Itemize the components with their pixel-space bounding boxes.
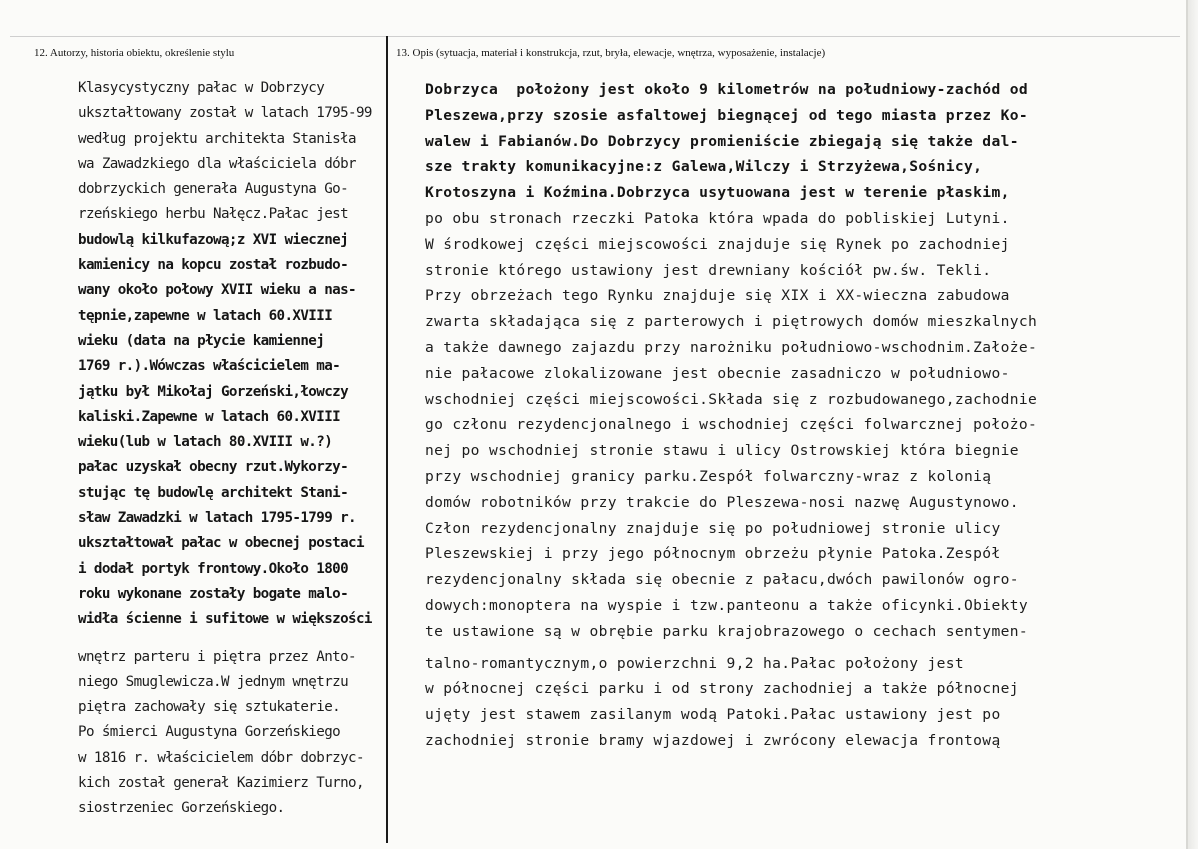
section12-line: ukształtowany został w latach 1795-99: [78, 105, 372, 122]
section-13-text: [425, 77, 1037, 754]
section13-line: go członu rezydencjonalnego i wschodniej części folwarcznej położo-: [425, 416, 1038, 434]
section12-line: niego Smuglewicza.W jednym wnętrzu: [78, 673, 349, 690]
section12-line: sław Zawadzki w latach 1795-1799 r.: [78, 510, 356, 527]
section13-line: Dobrzyca położony jest około 9 kilometrów na południowy-zachód od: [425, 81, 1028, 98]
section13-line: w północnej części parku i od strony zachodniej a także północnej: [425, 680, 1019, 698]
section-12-heading: 12. Autorzy, historia obiektu, określenie stylu: [34, 47, 235, 59]
section12-line: tępnie,zapewne w latach 60.XVIII: [78, 307, 333, 324]
section12-line: kamienicy na kopcu został rozbudo-: [78, 257, 349, 274]
section13-line: talno-romantycznym,o powierzchni 9,2 ha.Pałac położony jest: [425, 654, 965, 672]
section13-line: nej po wschodniej stronie stawu i ulicy Ostrowskiej która biegnie: [425, 442, 1019, 460]
section13-line: dowych:monoptera na wyspie i tzw.panteonu a także oficynki.Obiekty: [425, 596, 1028, 614]
section13-line: Pleszewskiej i przy jego północnym obrzeżu płynie Patoka.Zespół: [425, 545, 1001, 563]
section13-line: zwarta składająca się z parterowych i piętrowych domów mieszkalnych: [425, 313, 1038, 331]
section13-line: W środkowej części miejscowości znajduje się Rynek po zachodniej: [425, 235, 1010, 253]
section12-line: i dodał portyk frontowy.Około 1800: [78, 560, 349, 577]
section12-line: pałac uzyskał obecny rzut.Wykorzy-: [78, 459, 349, 476]
section12-line: w 1816 r. właścicielem dóbr dobrzyc-: [78, 749, 364, 766]
section12-line: kich został generał Kazimierz Turno,: [78, 775, 364, 792]
section13-line: nie pałacowe zlokalizowane jest obecnie zasadniczo w południowo-: [425, 364, 1010, 382]
section13-line: zachodniej stronie bramy wjazdowej i zwrócony elewacja frontową: [425, 731, 1001, 749]
page-edge: [1188, 0, 1198, 849]
section13-line: Krotoszyna i Koźmina.Dobrzyca usytuowana jest w terenie płaskim,: [425, 184, 1010, 202]
section12-line: 1769 r.).Wówczas właścicielem ma-: [78, 358, 341, 375]
section12-line: wieku (data na płycie kamiennej: [78, 332, 325, 349]
section12-line: wany około połowy XVII wieku a nas-: [78, 282, 356, 299]
section12-line: siostrzeniec Gorzeńskiego.: [78, 800, 285, 817]
section12-line: wa Zawadzkiego dla właściciela dóbr: [78, 155, 356, 172]
section13-line: rezydencjonalny składa się obecnie z pałacu,dwóch pawilonów ogro-: [425, 571, 1019, 589]
section13-line: przy wschodniej granicy parku.Zespół folwarczny-wraz z kolonią: [425, 467, 992, 485]
section13-line: domów robotników przy trakcie do Pleszewa-nosi nazwę Augustynowo.: [425, 493, 1019, 511]
section13-line: stronie którego ustawiony jest drewniany kościół pw.św. Tekli.: [425, 261, 992, 279]
section12-line: widła ścienne i sufitowe w większości: [78, 611, 372, 628]
section12-line: wnętrz parteru i piętra przez Anto-: [78, 648, 356, 665]
section12-line: piętra zachowały się sztukaterie.: [78, 699, 341, 716]
section12-line: ukształtował pałac w obecnej postaci: [78, 535, 364, 552]
section13-line: Pleszewa,przy szosie asfaltowej biegnącej od tego miasta przez Ko-: [425, 106, 1028, 124]
section13-line: Przy obrzeżach tego Rynku znajduje się XIX i XX-wieczna zabudowa: [425, 287, 1010, 305]
section13-line: walew i Fabianów.Do Dobrzycy promieniście zbiegają się także dal-: [425, 132, 1019, 150]
section13-line: Człon rezydencjonalny znajduje się po południowej stronie ulicy: [425, 519, 1001, 537]
section12-line: jątku był Mikołaj Gorzeński,łowczy: [78, 383, 349, 400]
section13-line: po obu stronach rzeczki Patoka która wpada do pobliskiej Lutyni.: [425, 209, 1010, 227]
section12-line: Po śmierci Augustyna Gorzeńskiego: [78, 724, 341, 741]
section12-line: według projektu architekta Stanisła: [78, 130, 356, 147]
section13-line: ujęty jest stawem zasilanym wodą Patoki.Pałac ustawiony jest po: [425, 706, 1001, 724]
section13-line: sze trakty komunikacyjne:z Galewa,Wilczy i Strzyżewa,Sośnicy,: [425, 158, 983, 176]
section12-line: kaliski.Zapewne w latach 60.XVIII: [78, 408, 341, 425]
section13-line: a także dawnego zajazdu przy narożniku południowo-wschodnim.Założe-: [425, 338, 1038, 356]
column-divider: [386, 36, 388, 843]
section12-line: Klasycystyczny pałac w Dobrzycy: [78, 80, 325, 96]
section-13-heading: 13. Opis (sytuacja, materiał i konstrukcja, rzut, bryła, elewacje, wnętrza, wyposażenie, instalacje): [396, 47, 826, 59]
section13-line: te ustawione są w obrębie parku krajobrazowego o cechach sentymen-: [425, 622, 1028, 640]
section12-line: roku wykonane zostały bogate malo-: [78, 585, 349, 602]
section12-line: stując tę budowlę architekt Stani-: [78, 484, 349, 501]
section12-line: rzeńskiego herbu Nałęcz.Pałac jest: [78, 206, 349, 223]
top-rule: [10, 36, 1180, 37]
section12-line: budowlą kilkufazową;z XVI wiecznej: [78, 231, 349, 248]
section12-line: wieku(lub w latach 80.XVIII w.?): [78, 434, 333, 451]
section12-line: dobrzyckich generała Augustyna Go-: [78, 181, 349, 198]
section13-line: wschodniej części miejscowości.Składa się z rozbudowanego,zachodnie: [425, 390, 1038, 408]
section-12-text: [78, 76, 372, 822]
